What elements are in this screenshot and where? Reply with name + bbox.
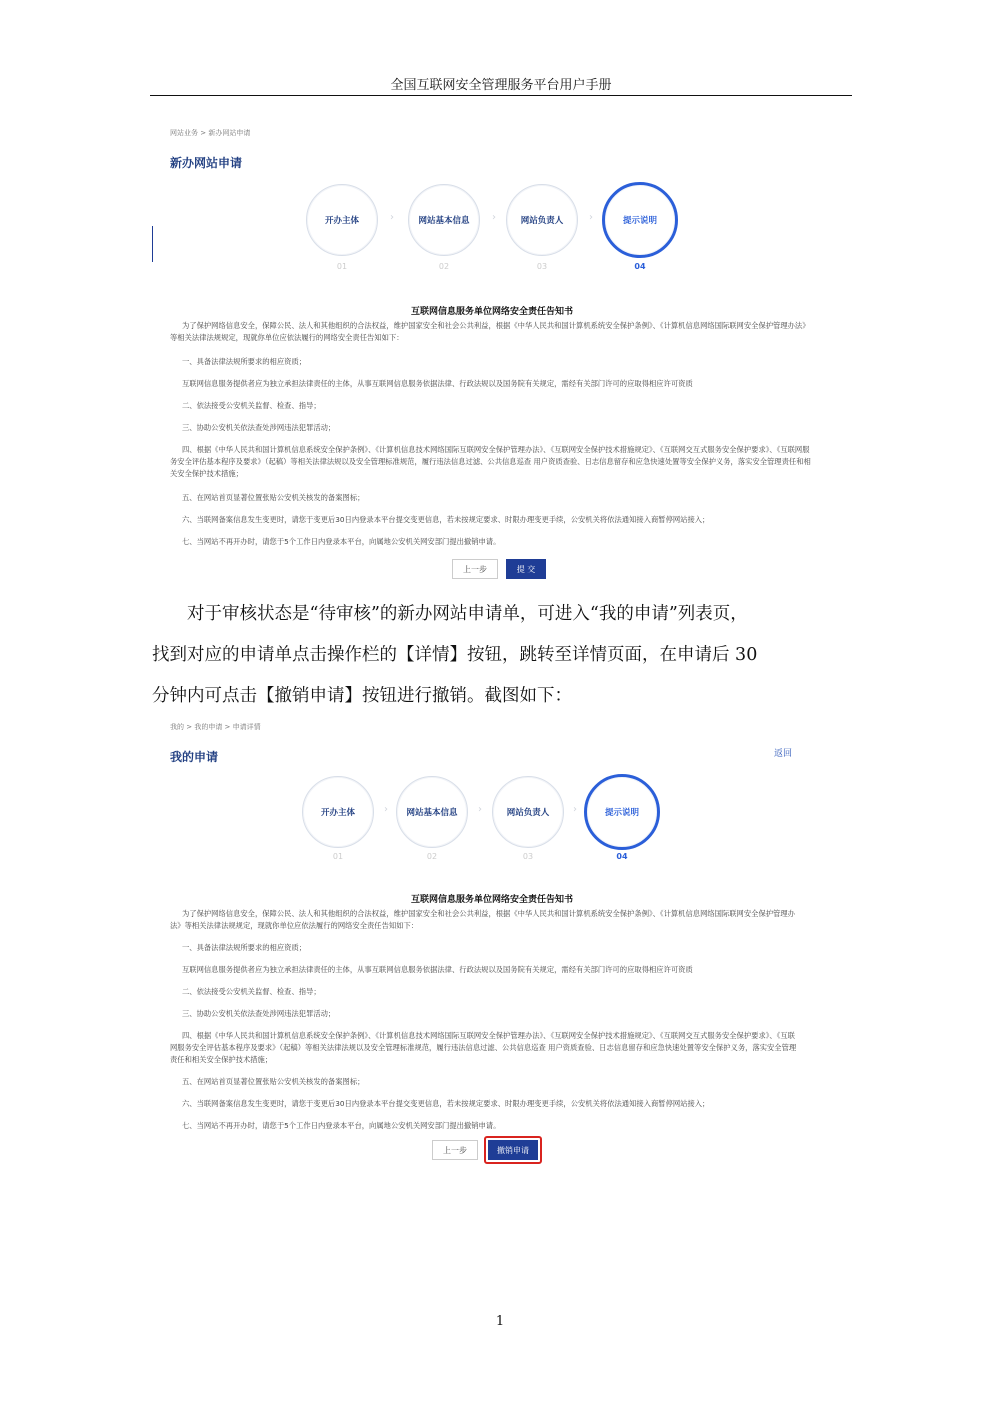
breadcrumb: 网站业务 > 新办网站申请 xyxy=(170,129,251,137)
notice-paragraph: 一、具备法律法规所要求的相应资质； xyxy=(182,357,307,366)
step-indicator xyxy=(152,184,832,284)
step-2-label: 网站基本信息 xyxy=(406,808,458,818)
step-4-label: 提示说明 xyxy=(604,808,639,818)
notice-title: 互联网信息服务单位网络安全责任告知书 xyxy=(410,895,573,905)
chevron-right-icon: › xyxy=(589,212,593,223)
header-rule xyxy=(150,95,852,96)
notice-paragraph: 二、依法接受公安机关监督、检查、指导； xyxy=(182,987,321,996)
step-4-circle xyxy=(602,182,678,258)
step-4-label: 提示说明 xyxy=(622,216,657,226)
body-text-line-2: 找到对应的申请单点击操作栏的【详情】按钮，跳转至详情页面，在申请后 30 xyxy=(152,645,758,665)
page-number: 1 xyxy=(495,1314,505,1329)
step-1-circle xyxy=(302,776,374,848)
notice-paragraph: 五、在网站首页显著位置张贴公安机关核发的备案图标； xyxy=(182,1077,365,1086)
notice-paragraph: 五、在网站首页显著位置张贴公安机关核发的备案图标； xyxy=(182,493,365,502)
notice-paragraph: 二、依法接受公安机关监督、检查、指导； xyxy=(182,401,321,410)
screenshot-new-site-application xyxy=(152,118,832,594)
step-1-label: 开办主体 xyxy=(320,808,355,818)
page-title: 我的申请 xyxy=(170,750,219,764)
notice-paragraph: 四、根据《中华人民共和国计算机信息系统安全保护条例》、《计算机信息技术网络国际互联网安全保护管理办法》、《互联网安全保护技术措施规定》、《互联网交互式服务安全保护要求》、《互联网服务安全评估基本程序及要求》（起稿）等相关法律法规以及安全管理标准规范，履行违法信息过滤、公共信息巡查 用户资质查验、日志信息留存和应急快速处置等安全保护义务，落实安全管理责任和相关安全保护技术措施； xyxy=(170,1031,797,1064)
step-3-label: 网站负责人 xyxy=(506,808,550,818)
step-3-number: 03 xyxy=(536,262,548,271)
step-2-number: 02 xyxy=(438,262,450,271)
notice-paragraph: 互联网信息服务提供者应为独立承担法律责任的主体，从事互联网信息服务依据法律、行政法规以及国务院有关规定，需经有关部门许可的应取得相应许可资质 xyxy=(182,965,693,974)
body-text-line-1: 对于审核状态是“待审核”的新办网站申请单，可进入“我的申请”列表页， xyxy=(187,604,748,624)
step-3-label: 网站负责人 xyxy=(520,216,564,226)
step-1-number: 01 xyxy=(332,852,344,861)
notice-paragraph: 一、具备法律法规所要求的相应资质； xyxy=(182,943,307,952)
notice-paragraph: 四、根据《中华人民共和国计算机信息系统安全保护条例》、《计算机信息技术网络国际互联网安全保护管理办法》、《互联网安全保护技术措施规定》、《互联网交互式服务安全保护要求》、《互联网服务安全评估基本程序及要求》（起稿）等相关法律法规以及安全管理标准规范，履行违法信息过滤、公共信息巡查 用户资质查验、日志信息留存和应急快速处置等安全保护义务，落实安全管理责任和相关安全保护技术措施； xyxy=(170,445,811,478)
prev-step-button[interactable]: 上一步 xyxy=(452,559,498,579)
step-2-number: 02 xyxy=(426,852,438,861)
step-2-circle xyxy=(396,776,468,848)
step-1-label: 开办主体 xyxy=(324,216,359,226)
notice-paragraph: 互联网信息服务提供者应为独立承担法律责任的主体，从事互联网信息服务依据法律、行政法规以及国务院有关规定，需经有关部门许可的应取得相应许可资质 xyxy=(182,379,693,388)
body-text-line-3: 分钟内可点击【撤销申请】按钮进行撤销。截图如下： xyxy=(152,686,572,706)
step-3-circle xyxy=(492,776,564,848)
chevron-right-icon: › xyxy=(492,212,496,223)
submit-button[interactable]: 提 交 xyxy=(506,559,546,579)
notice-paragraph: 七、当网站不再开办时，请您于5个工作日内登录本平台，向属地公安机关网安部门提出撤销申请。 xyxy=(182,537,501,546)
prev-step-button[interactable]: 上一步 xyxy=(432,1140,478,1160)
revoke-application-button[interactable]: 撤销申请 xyxy=(488,1140,538,1160)
screenshot-my-applications xyxy=(152,712,832,1172)
page-header: 全国互联网安全管理服务平台用户手册 xyxy=(390,78,612,93)
step-4-circle xyxy=(584,774,660,850)
notice-paragraph: 七、当网站不再开办时，请您于5个工作日内登录本平台，向属地公安机关网安部门提出撤销申请。 xyxy=(182,1121,501,1130)
chevron-right-icon: › xyxy=(573,804,577,815)
step-4-number: 04 xyxy=(634,262,646,271)
notice-paragraph: 为了保护网络信息安全，保障公民、法人和其他组织的合法权益，维护国家安全和社会公共利益，根据《中华人民共和国计算机系统安全保护条例》、《计算机信息网络国际联网安全保护管理办法》等相关法律法规规定，现就你单位应依法履行的网络安全责任告知如下： xyxy=(170,909,795,930)
breadcrumb: 我的 > 我的申请 > 申请详情 xyxy=(170,723,261,731)
notice-paragraph: 三、协助公安机关依法查处涉网违法犯罪活动； xyxy=(182,423,336,432)
back-link[interactable]: 返回 xyxy=(773,749,792,759)
step-3-number: 03 xyxy=(522,852,534,861)
step-indicator xyxy=(152,776,832,876)
notice-paragraph: 六、当联网备案信息发生变更时，请您于变更后30日内登录本平台提交变更信息，若未按规定要求、时限办理变更手续，公安机关将依法通知接入商暂停网站接入； xyxy=(182,515,710,524)
step-1-number: 01 xyxy=(336,262,348,271)
notice-paragraph: 为了保护网络信息安全，保障公民、法人和其他组织的合法权益，维护国家安全和社会公共利益，根据《中华人民共和国计算机系统安全保护条例》、《计算机信息网络国际联网安全保护管理办法》等相关法律法规规定，现就你单位应依法履行的网络安全责任告知如下： xyxy=(170,321,810,342)
page-title: 新办网站申请 xyxy=(170,156,243,170)
step-1-circle xyxy=(306,184,378,256)
notice-paragraph: 三、协助公安机关依法查处涉网违法犯罪活动； xyxy=(182,1009,336,1018)
chevron-right-icon: › xyxy=(384,804,388,815)
chevron-right-icon: › xyxy=(390,212,394,223)
chevron-right-icon: › xyxy=(478,804,482,815)
step-3-circle xyxy=(506,184,578,256)
notice-paragraph: 六、当联网备案信息发生变更时，请您于变更后30日内登录本平台提交变更信息，若未按规定要求、时限办理变更手续，公安机关将依法通知接入商暂停网站接入； xyxy=(182,1099,710,1108)
step-2-circle xyxy=(408,184,480,256)
step-4-number: 04 xyxy=(616,852,628,861)
step-2-label: 网站基本信息 xyxy=(418,216,470,226)
notice-title: 互联网信息服务单位网络安全责任告知书 xyxy=(410,307,573,317)
